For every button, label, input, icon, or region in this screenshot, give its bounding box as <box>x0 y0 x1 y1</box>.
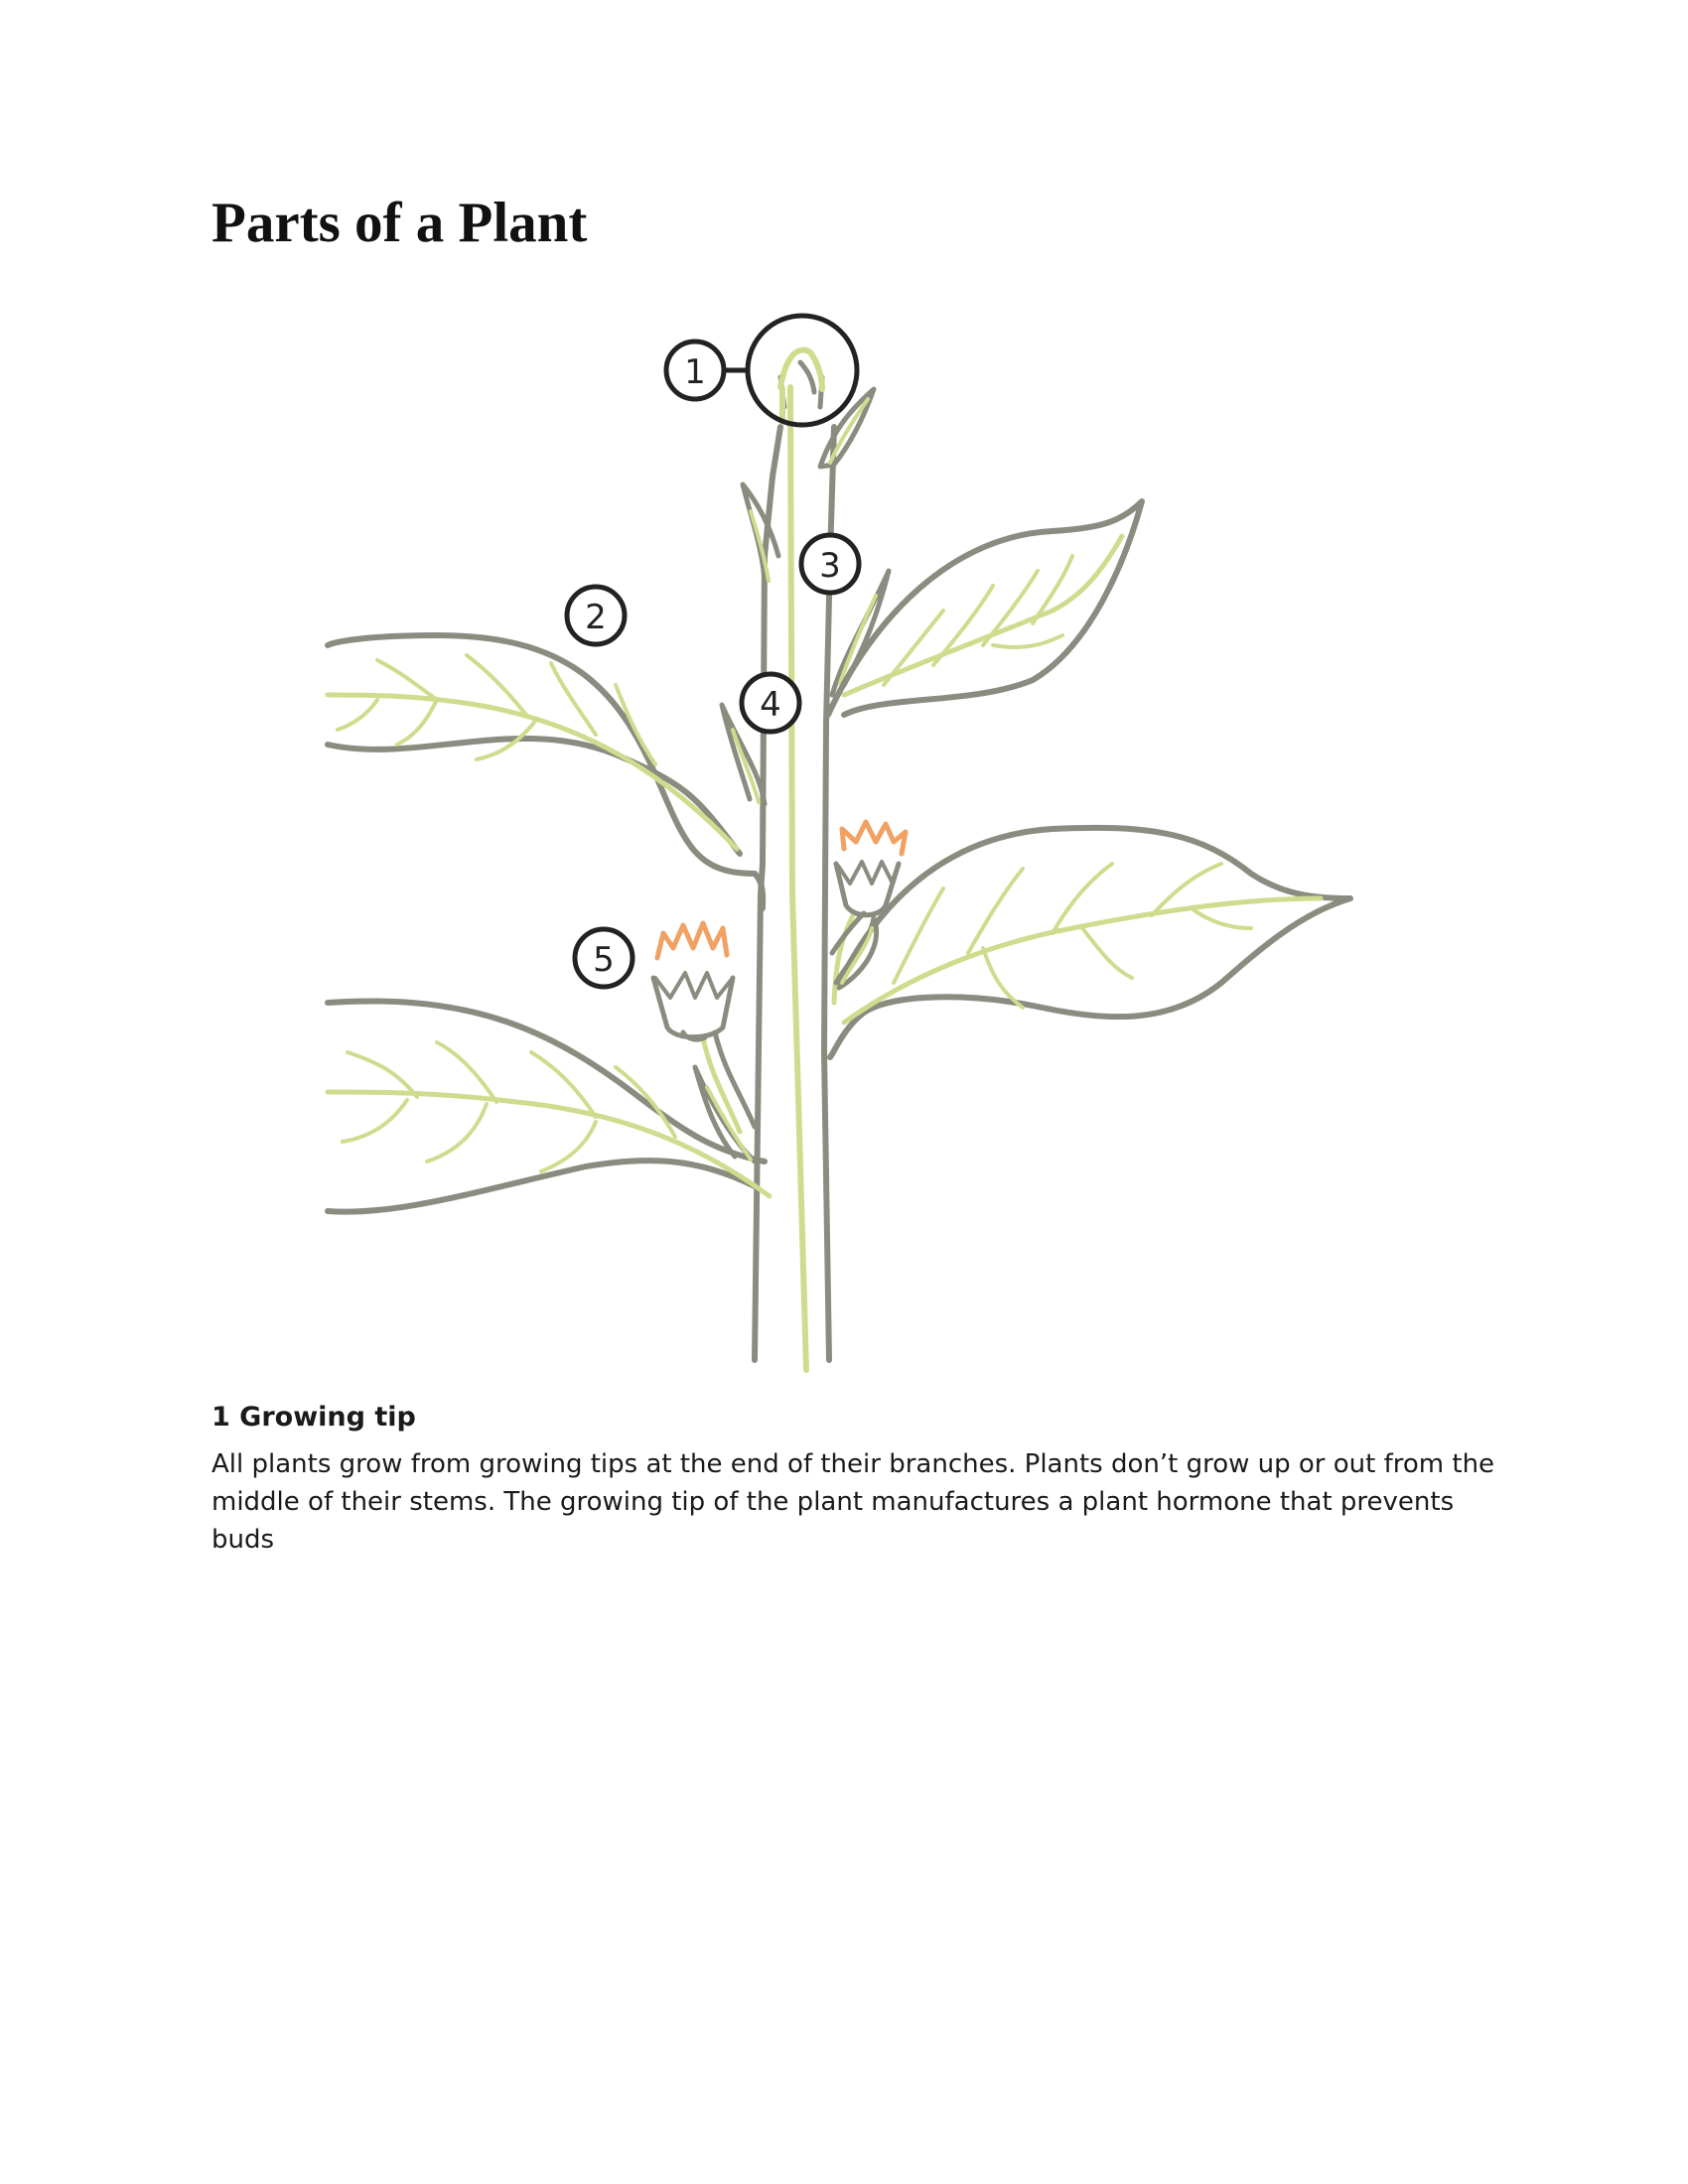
lower-right-leaf <box>830 828 1350 1057</box>
callout-5 <box>575 929 633 987</box>
callout-1-number: 1 <box>684 352 706 392</box>
lower-left-leaf <box>328 1001 770 1211</box>
upper-left-leaf <box>328 635 763 908</box>
callout-5-number: 5 <box>593 940 615 980</box>
callout-2-number: 2 <box>585 598 607 637</box>
section-heading: 1 Growing tip <box>211 1402 416 1433</box>
callout-3 <box>801 535 859 593</box>
right-flower <box>832 822 906 1003</box>
callout-1 <box>666 341 724 399</box>
callout-2 <box>567 587 625 644</box>
growing-tip-highlight-circle <box>748 316 857 425</box>
callout-3-number: 3 <box>819 546 841 586</box>
growing-tip <box>780 350 874 467</box>
page-title: Parts of a Plant <box>211 192 588 254</box>
callout-4 <box>742 674 799 732</box>
section-body: All plants grow from growing tips at the end of their branches. Plants don’t grow up or out from the middle of their stems. The growing tip of the plant manufactures a plant hormone that prevents buds <box>211 1449 1495 1555</box>
callout-4-number: 4 <box>760 685 781 725</box>
